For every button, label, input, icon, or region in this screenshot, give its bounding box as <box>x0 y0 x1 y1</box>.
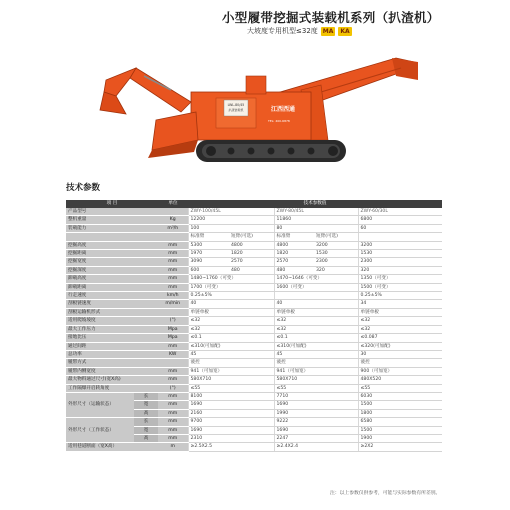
value-cell: 0.25±5% <box>188 292 274 300</box>
value-pair <box>277 250 356 257</box>
value-cell: 1690 <box>274 401 358 409</box>
row-unit <box>158 308 188 316</box>
row-label: 装载能力 <box>66 224 158 232</box>
value-cell: ≤0.1 <box>274 334 358 342</box>
row-unit: mm <box>158 283 188 291</box>
table-row <box>66 275 442 283</box>
value-pair <box>191 250 272 257</box>
sub-label: 宽 <box>134 401 158 409</box>
table-row <box>66 208 442 216</box>
row-label: 挖掘深度 <box>66 266 158 274</box>
table-row <box>66 342 442 350</box>
value-cell <box>274 250 358 258</box>
row-label: 适用爬坡坡度 <box>66 317 158 325</box>
table-row <box>66 266 442 274</box>
value-cell: 1350（可变） <box>358 275 442 283</box>
value-pair <box>191 233 272 240</box>
row-label: 刮板运输机形式 <box>66 308 158 316</box>
value-cell: 6800 <box>358 216 442 224</box>
machine-illustration <box>96 40 426 170</box>
table-row <box>66 258 442 266</box>
row-unit: km/h <box>158 292 188 300</box>
ma-badge: MA <box>322 27 334 35</box>
value-pair <box>277 233 356 240</box>
value-cell: 1690 <box>188 426 274 434</box>
value-cell <box>188 266 274 274</box>
value-cell: ≤0.087 <box>358 334 442 342</box>
row-unit: Kg <box>158 216 188 224</box>
row-unit: mm <box>158 426 188 434</box>
pair-value: 600 <box>190 267 200 273</box>
row-unit: mm <box>158 418 188 426</box>
value-cell: ≤55 <box>274 384 358 392</box>
pair-value: 1530 <box>316 251 328 257</box>
row-label: 产品型号 <box>66 208 158 216</box>
value-cell <box>274 241 358 249</box>
row-label: 最大物料通过尺寸(宽X高) <box>66 376 158 384</box>
table-row <box>66 334 442 342</box>
value-cell: 单链单板 <box>274 308 358 316</box>
value-cell: 900（可加宽） <box>358 367 442 375</box>
value-cell: 11860 <box>274 216 358 224</box>
value-cell: 580X710 <box>188 376 274 384</box>
table-row <box>66 241 442 249</box>
table-row <box>66 216 442 224</box>
table-row <box>66 418 442 426</box>
row-label: 刮板链速度 <box>66 300 158 308</box>
value-pair <box>277 242 356 249</box>
value-cell: 2160 <box>188 409 274 417</box>
value-cell: 34 <box>358 300 442 308</box>
value-cell: 单链单板 <box>188 308 274 316</box>
sub-label: 宽 <box>134 426 158 434</box>
value-cell <box>274 233 358 241</box>
ka-badge: KA <box>340 27 350 35</box>
value-cell: 1500 <box>358 426 442 434</box>
header-item: 项 目 <box>66 200 158 208</box>
pair-value: 1820 <box>276 251 289 257</box>
value-cell: 2300 <box>358 258 442 266</box>
row-label: 适用巷道断面（宽X高） <box>66 443 158 451</box>
pair-value: 4800 <box>231 242 243 248</box>
row-unit: Mpa <box>158 325 188 333</box>
table-row <box>66 392 442 400</box>
group-label: 外形尺寸（工作状态） <box>66 418 134 443</box>
table-row <box>66 359 442 367</box>
table-row <box>66 233 442 241</box>
value-cell: ≤55 <box>358 384 442 392</box>
table-row <box>66 283 442 291</box>
value-cell: ≤55 <box>188 384 274 392</box>
model-name: ZWY-80/45L <box>274 208 358 216</box>
table-row <box>66 376 442 384</box>
model-name: ZWY-60/30L <box>358 208 442 216</box>
row-unit: mm <box>158 250 188 258</box>
value-cell: ≤0.1 <box>188 334 274 342</box>
value-cell: 7710 <box>274 392 358 400</box>
row-unit <box>158 359 188 367</box>
value-cell: 1500 <box>358 401 442 409</box>
row-label: 行走速度 <box>66 292 158 300</box>
value-cell: 1470~1646（可变） <box>274 275 358 283</box>
plate-model: LWL-80/45 <box>227 103 245 107</box>
pair-value: 2570 <box>276 259 289 265</box>
value-cell <box>188 250 274 258</box>
brand-text: 江西西通 <box>271 106 296 113</box>
value-cell: 80 <box>274 224 358 232</box>
value-cell: 1500（可变） <box>358 283 442 291</box>
value-cell: 941（可加宽） <box>188 367 274 375</box>
value-cell <box>188 258 274 266</box>
header-params: 技术参数值 <box>188 200 442 208</box>
row-unit: mm <box>158 241 188 249</box>
table-row <box>66 308 442 316</box>
pair-value: 3200 <box>316 242 328 248</box>
pair-value: 3090 <box>190 259 203 265</box>
row-label: 最大工作压力 <box>66 325 158 333</box>
row-unit: mm <box>158 434 188 442</box>
row-unit: mm <box>158 409 188 417</box>
table-row <box>66 292 442 300</box>
value-cell: ≤32 <box>188 317 274 325</box>
value-cell: ≤310(可加配) <box>188 342 274 350</box>
brand-phone: TEL: 400-6878 <box>268 119 290 123</box>
value-cell <box>274 266 358 274</box>
pair-value: 480 <box>231 267 240 273</box>
pair-value: 标准臂 <box>190 234 205 240</box>
value-cell: ≤310(可加配) <box>274 342 358 350</box>
plate-name: 扒渣装载机 <box>228 108 244 112</box>
pair-value: 1970 <box>190 251 203 257</box>
row-unit: mm <box>158 367 188 375</box>
value-cell: 580X710 <box>274 376 358 384</box>
value-cell: 100 <box>188 224 274 232</box>
row-unit: KW <box>158 350 188 358</box>
pair-value: 480 <box>276 267 286 273</box>
value-cell: ≥2.5X2.5 <box>188 443 274 451</box>
value-cell: 1690 <box>274 426 358 434</box>
value-cell: 9222 <box>274 418 358 426</box>
pair-value: 短臂(可选) <box>316 234 338 240</box>
value-cell: 60 <box>358 224 442 232</box>
row-label: 接地比压 <box>66 334 158 342</box>
value-cell: 1800 <box>358 409 442 417</box>
sub-label: 长 <box>134 418 158 426</box>
value-cell: ≤32 <box>274 325 358 333</box>
page-title: 小型履带挖掘式装载机系列（扒渣机） <box>222 10 440 25</box>
value-cell: 0.25±5% <box>358 292 442 300</box>
row-label: 卸载高度 <box>66 275 158 283</box>
value-cell: 1530 <box>358 250 442 258</box>
value-cell: ≤32 <box>188 325 274 333</box>
row-label: 挖掘高度 <box>66 241 158 249</box>
pair-value: 4800 <box>276 242 289 248</box>
value-pair <box>277 258 356 265</box>
pair-value: 短臂(可选) <box>231 234 253 240</box>
value-cell: ≤32 <box>358 317 442 325</box>
row-unit <box>158 208 188 216</box>
pair-value: 标准臂 <box>276 234 291 240</box>
value-cell: 1480~1760（可变） <box>188 275 274 283</box>
value-cell: 320 <box>358 266 442 274</box>
value-cell: 液控 <box>358 359 442 367</box>
row-label: 履带内侧宽度 <box>66 367 158 375</box>
value-pair <box>277 267 356 274</box>
row-label: 挖掘距离 <box>66 250 158 258</box>
table-row <box>66 443 442 451</box>
row-unit: mm <box>158 401 188 409</box>
table-row <box>66 350 442 358</box>
table-row <box>66 250 442 258</box>
table-row <box>66 317 442 325</box>
value-cell: 9700 <box>188 418 274 426</box>
value-cell: 2310 <box>188 434 274 442</box>
value-cell: 45 <box>274 350 358 358</box>
value-cell: 液控 <box>188 359 274 367</box>
row-label: 总功率 <box>66 350 158 358</box>
row-label: 通过间距 <box>66 342 158 350</box>
row-label: 卸载距离 <box>66 283 158 291</box>
value-cell: 40 <box>188 300 274 308</box>
value-cell: 6030 <box>358 392 442 400</box>
row-label: 工作隔爆开启转角度 <box>66 384 158 392</box>
row-unit: (°) <box>158 384 188 392</box>
row-label: 挖掘宽度 <box>66 258 158 266</box>
table-header-row <box>66 200 442 208</box>
sub-label: 高 <box>134 434 158 442</box>
row-unit: (°) <box>158 317 188 325</box>
row-unit: mm <box>158 258 188 266</box>
row-unit: m <box>158 443 188 451</box>
value-cell: 40 <box>274 300 358 308</box>
row-unit: m/min <box>158 300 188 308</box>
value-cell: 液控 <box>274 359 358 367</box>
value-cell <box>274 292 358 300</box>
value-cell: 1690 <box>188 401 274 409</box>
value-cell: ≤320(可加配) <box>358 342 442 350</box>
value-pair <box>191 258 272 265</box>
value-cell: 941（可加宽） <box>274 367 358 375</box>
value-cell: 1990 <box>274 409 358 417</box>
footnote: 注：以上参数仅供参考，可能与实际参数有所差别。 <box>330 491 441 496</box>
row-unit <box>158 233 188 241</box>
row-unit: m³/h <box>158 224 188 232</box>
table-row <box>66 384 442 392</box>
model-name: ZWY-100/45L <box>188 208 274 216</box>
value-cell: 1700（可变） <box>188 283 274 291</box>
table-row <box>66 300 442 308</box>
value-pair <box>191 267 272 274</box>
spec-table <box>66 200 442 452</box>
value-cell <box>358 233 442 241</box>
value-cell: 1600（可变） <box>274 283 358 291</box>
value-cell: 8100 <box>188 392 274 400</box>
row-unit: mm <box>158 376 188 384</box>
pair-value: 1820 <box>231 251 243 257</box>
value-cell: ≤32 <box>358 325 442 333</box>
value-cell: 30 <box>358 350 442 358</box>
value-cell: 1900 <box>358 434 442 442</box>
value-cell: 12200 <box>188 216 274 224</box>
value-cell <box>188 241 274 249</box>
row-unit: mm <box>158 342 188 350</box>
value-cell: 6580 <box>358 418 442 426</box>
value-cell: 480X520 <box>358 376 442 384</box>
value-cell: ≥2X2 <box>358 443 442 451</box>
value-cell: ≤32 <box>274 317 358 325</box>
value-cell <box>274 258 358 266</box>
row-label: 整机重量 <box>66 216 158 224</box>
pair-value: 2570 <box>231 259 243 265</box>
value-cell <box>188 233 274 241</box>
pair-value: 5300 <box>190 242 203 248</box>
group-label: 外形尺寸（运输状态） <box>66 392 134 417</box>
value-cell: 单链单板 <box>358 308 442 316</box>
row-label: 履带方式 <box>66 359 158 367</box>
row-unit: mm <box>158 275 188 283</box>
sub-label: 高 <box>134 409 158 417</box>
value-cell: 3200 <box>358 241 442 249</box>
subtitle-text: 大坡度专用机型≤32度 <box>247 27 318 35</box>
sub-label: 长 <box>134 392 158 400</box>
row-unit: mm <box>158 266 188 274</box>
value-cell: ≥2.4X2.4 <box>274 443 358 451</box>
pair-value: 320 <box>316 267 325 273</box>
row-unit: mm <box>158 392 188 400</box>
section-title: 技术参数 <box>66 183 101 193</box>
subtitle <box>247 26 352 36</box>
table-row <box>66 325 442 333</box>
row-unit: Mpa <box>158 334 188 342</box>
header-unit: 单位 <box>158 200 188 208</box>
table-row <box>66 224 442 232</box>
value-cell: 45 <box>188 350 274 358</box>
row-label <box>66 233 158 241</box>
table-row <box>66 367 442 375</box>
pair-value: 2300 <box>316 259 328 265</box>
value-pair <box>191 242 272 249</box>
value-cell: 2247 <box>274 434 358 442</box>
